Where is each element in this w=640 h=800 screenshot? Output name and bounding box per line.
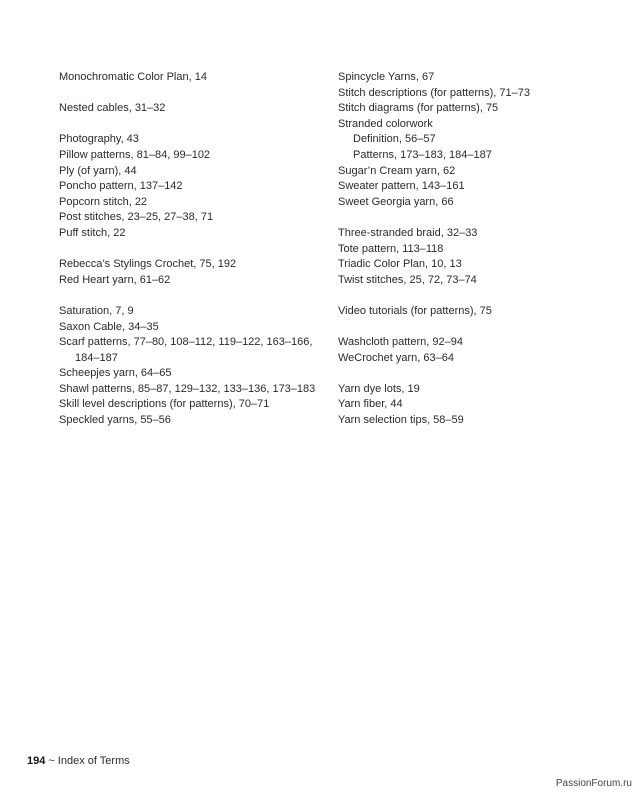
index-entry: Red Heart yarn, 61–62 bbox=[59, 273, 171, 286]
index-entry: Stranded colorwork bbox=[338, 117, 433, 130]
index-entry: Stitch descriptions (for patterns), 71–73 bbox=[338, 86, 530, 99]
index-entry: Triadic Color Plan, 10, 13 bbox=[338, 258, 462, 271]
page-number: 194 bbox=[27, 755, 46, 767]
index-entry: Sweet Georgia yarn, 66 bbox=[338, 195, 454, 208]
index-entry: Tote pattern, 113–118 bbox=[338, 242, 444, 255]
index-entry: Scheepjes yarn, 64–65 bbox=[59, 367, 172, 380]
index-entry: Saturation, 7, 9 bbox=[59, 304, 134, 317]
index-group bbox=[59, 70, 327, 86]
index-group bbox=[338, 70, 608, 210]
index-entry: Ply (of yarn), 44 bbox=[59, 164, 137, 177]
index-entry: Twist stitches, 25, 72, 73–74 bbox=[338, 273, 477, 286]
index-entry: Nested cables, 31–32 bbox=[59, 102, 166, 115]
index-entry: Three-stranded braid, 32–33 bbox=[338, 226, 478, 239]
index-column-left bbox=[59, 70, 327, 444]
index-entry: Popcorn stitch, 22 bbox=[59, 195, 148, 208]
index-group bbox=[338, 226, 608, 288]
index-entry: Post stitches, 23–25, 27–38, 71 bbox=[59, 211, 214, 224]
index-entry: Washcloth pattern, 92–94 bbox=[338, 336, 463, 349]
index-entry: Sweater pattern, 143–161 bbox=[338, 180, 465, 193]
index-entry: Spincycle Yarns, 67 bbox=[338, 71, 435, 83]
index-entry: Sugar’n Cream yarn, 62 bbox=[338, 164, 456, 177]
index-entry: Scarf patterns, 77–80, 108–112, 119–122, 163–166, 184–187 bbox=[59, 336, 313, 364]
index-group bbox=[338, 382, 608, 429]
index-group bbox=[59, 101, 327, 117]
index-entry: Saxon Cable, 34–35 bbox=[59, 320, 159, 333]
index-entry: Rebecca’s Stylings Crochet, 75, 192 bbox=[59, 258, 237, 271]
footer-section-title: Index of Terms bbox=[57, 755, 130, 767]
index-entry: Pillow patterns, 81–84, 99–102 bbox=[59, 148, 211, 161]
index-group bbox=[59, 132, 327, 241]
index-group bbox=[59, 257, 327, 288]
index-subentry: Patterns, 173–183, 184–187 bbox=[353, 148, 492, 161]
footer-separator: ~ bbox=[48, 755, 55, 767]
watermark: PassionForum.ru bbox=[555, 778, 632, 789]
index-entry: Yarn selection tips, 58–59 bbox=[338, 414, 464, 427]
index-entry: Yarn dye lots, 19 bbox=[338, 382, 420, 395]
index-entry: Poncho pattern, 137–142 bbox=[59, 180, 183, 193]
index-entry: Speckled yarns, 55–56 bbox=[59, 414, 171, 427]
page-footer bbox=[27, 755, 130, 767]
index-entry: Video tutorials (for patterns), 75 bbox=[338, 304, 492, 317]
index-entry: Puff stitch, 22 bbox=[59, 226, 126, 239]
index-entry: Skill level descriptions (for patterns), 70–71 bbox=[59, 398, 270, 411]
index-group bbox=[59, 304, 327, 429]
index-entry: Yarn fiber, 44 bbox=[338, 398, 403, 411]
index-entry: Monochromatic Color Plan, 14 bbox=[59, 71, 207, 83]
index-entry: Stitch diagrams (for patterns), 75 bbox=[338, 102, 499, 115]
index-column-right bbox=[338, 70, 608, 444]
index-entry: WeCrochet yarn, 63–64 bbox=[338, 351, 454, 364]
index-entry: Photography, 43 bbox=[59, 133, 139, 146]
index-group bbox=[338, 335, 608, 366]
index-group bbox=[338, 304, 608, 320]
index-entry: Shawl patterns, 85–87, 129–132, 133–136, 173–183 bbox=[59, 382, 316, 395]
index-subentry: Definition, 56–57 bbox=[353, 133, 436, 146]
